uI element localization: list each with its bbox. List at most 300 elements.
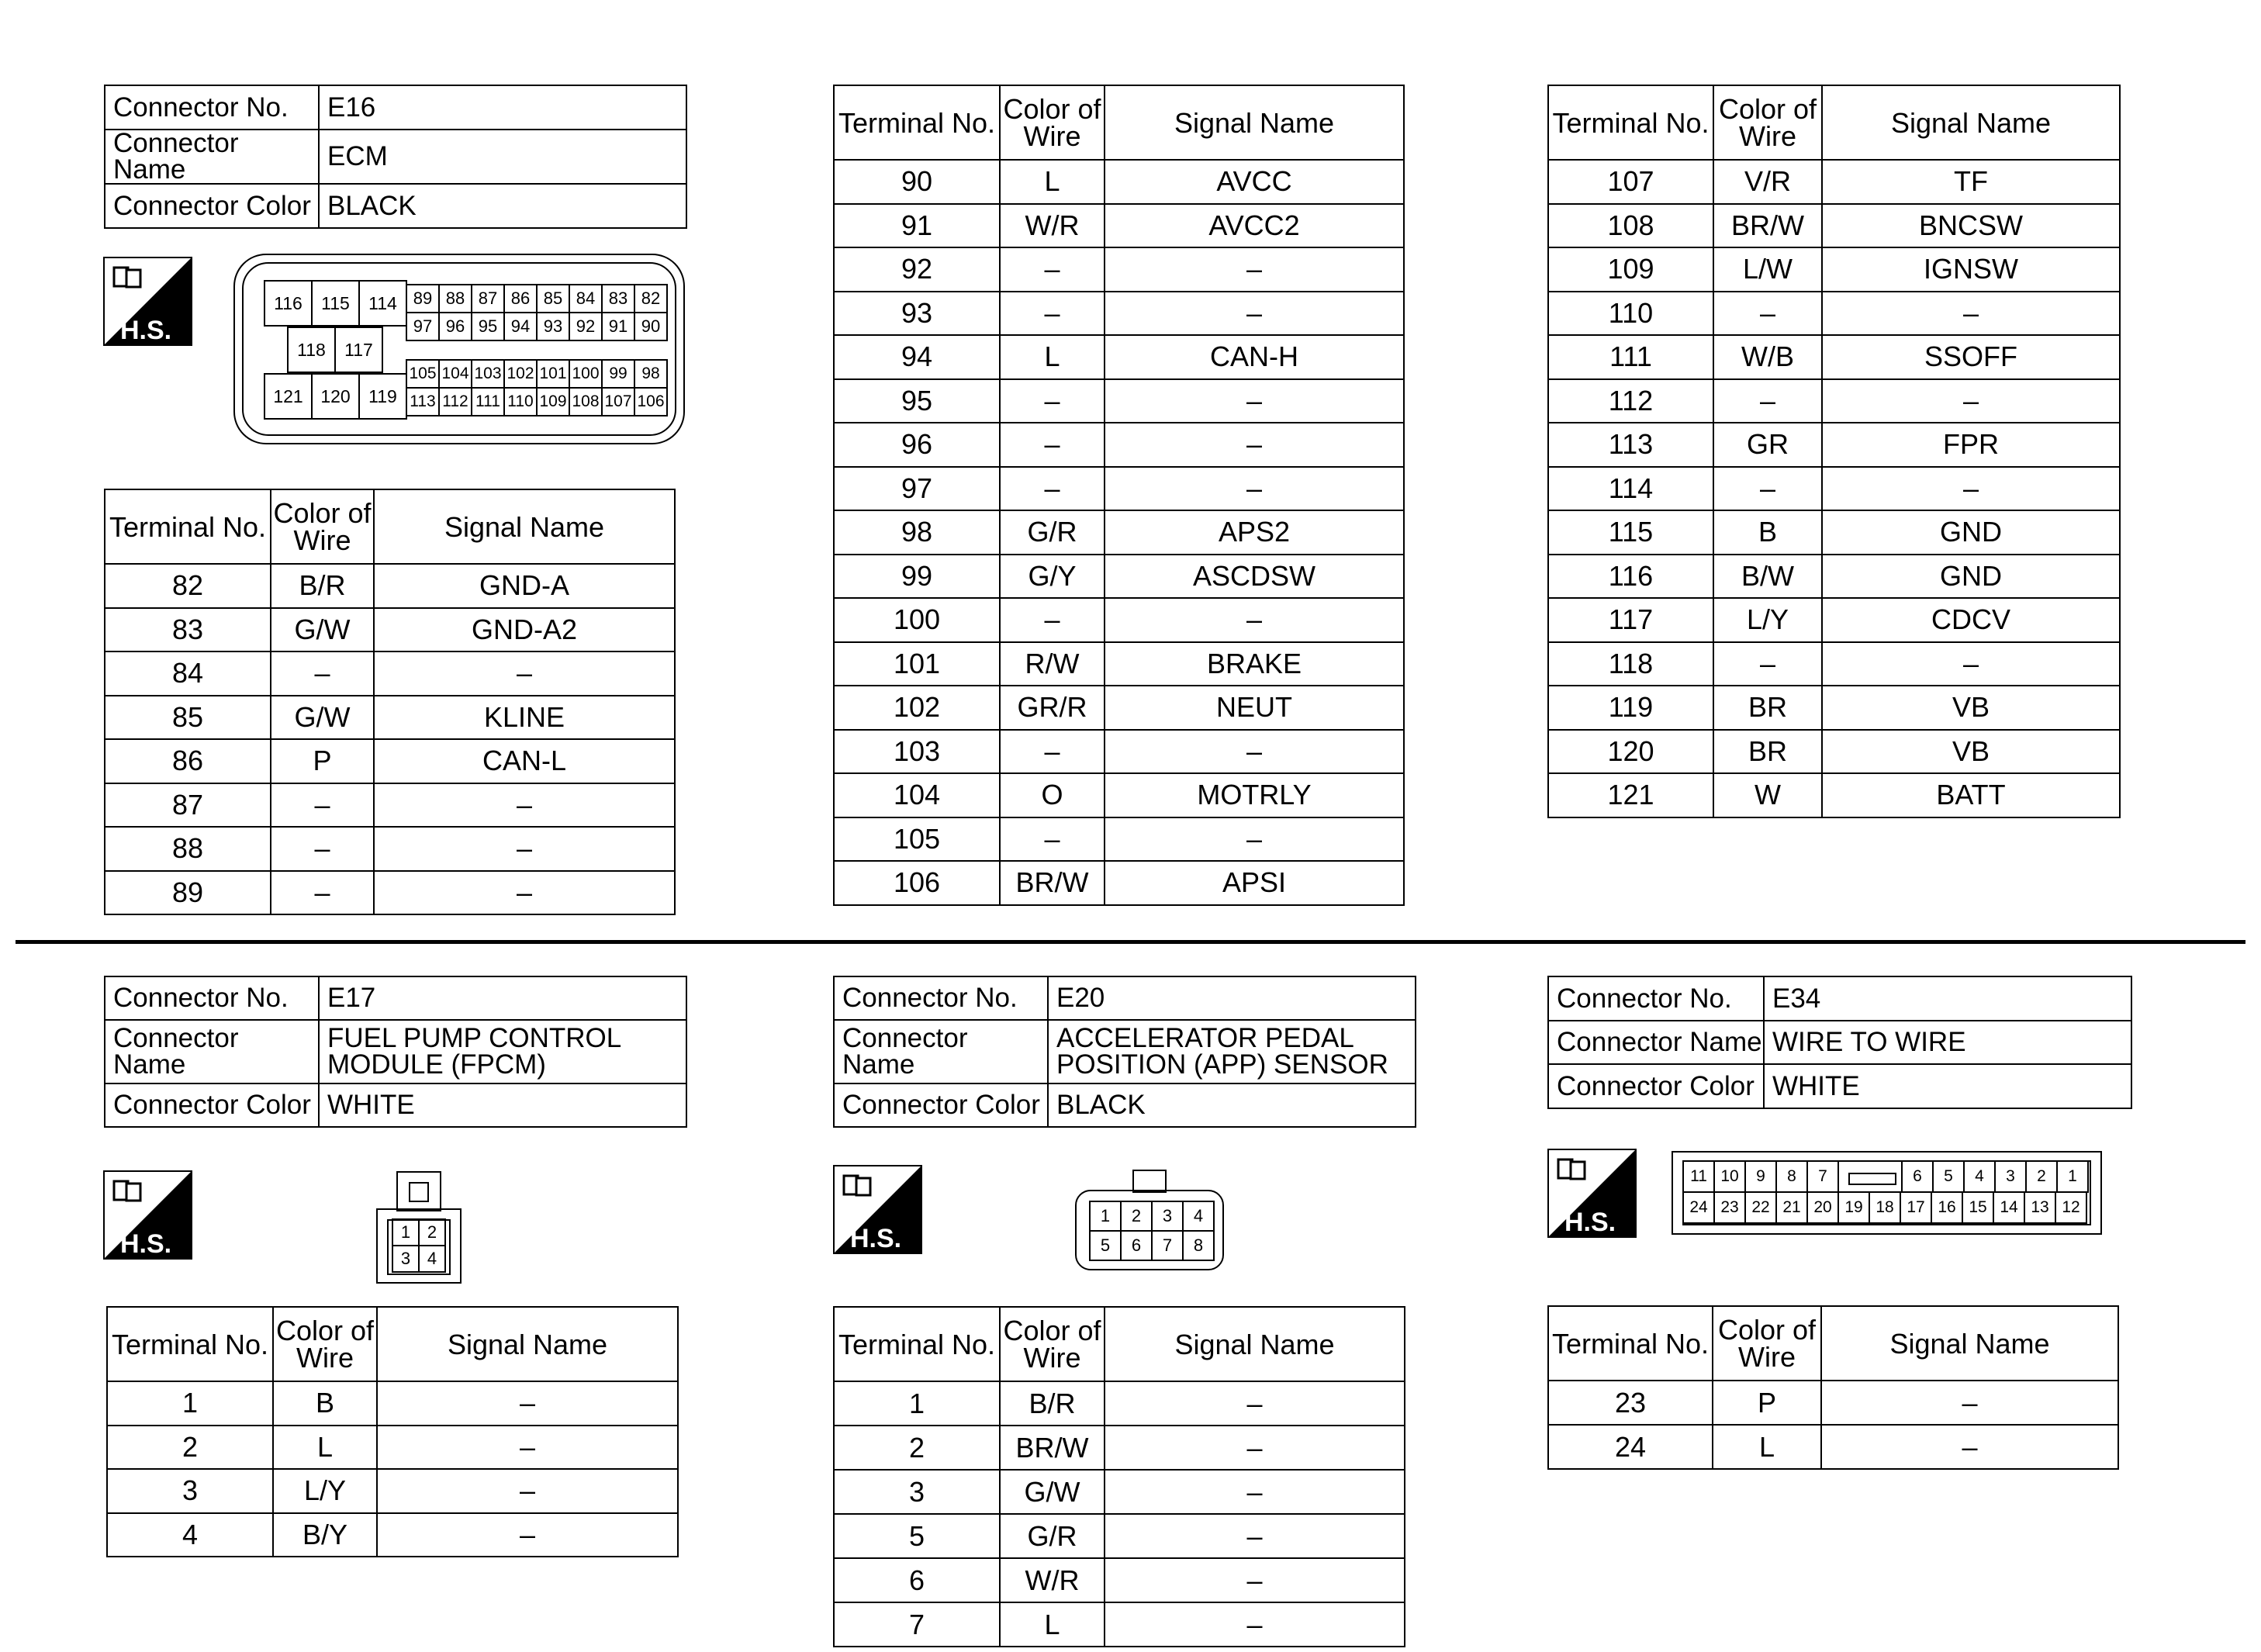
- connector-color-value: BLACK: [319, 184, 686, 228]
- e16-connector-info: [104, 85, 687, 229]
- signal-name-cell: GND: [1822, 510, 2120, 555]
- wire-color-cell: –: [1000, 467, 1105, 511]
- pin-cell: 3: [1151, 1201, 1184, 1232]
- pin-cell: 15: [1962, 1191, 1994, 1224]
- signal-name-cell: –: [1105, 817, 1404, 862]
- signal-name-cell: AVCC: [1105, 160, 1404, 204]
- wire-color-cell: B/W: [1713, 555, 1822, 599]
- wire-color-cell: –: [1000, 292, 1105, 336]
- connector-color-label: Connector Color: [105, 184, 319, 228]
- pin-cell: 115: [311, 280, 360, 327]
- table-row: [1548, 730, 2120, 774]
- e17-connector-info: [104, 976, 687, 1128]
- terminal-no-cell: 3: [834, 1470, 1000, 1514]
- signal-name-cell: CAN-L: [374, 739, 675, 783]
- connector-color-label: Connector Color: [105, 1083, 319, 1127]
- wire-color-cell: –: [1000, 379, 1105, 423]
- table-row: [105, 651, 675, 696]
- signal-name-cell: –: [1105, 379, 1404, 423]
- connector-no-label: Connector No.: [105, 976, 319, 1020]
- terminal-no-cell: 113: [1548, 423, 1713, 467]
- wire-color-cell: L: [273, 1426, 377, 1470]
- pin-cell: 2: [418, 1218, 446, 1246]
- wire-color-cell: –: [1713, 292, 1822, 336]
- table-row: [834, 204, 1404, 248]
- connector-no-value: E16: [319, 85, 686, 130]
- wire-color-cell: –: [271, 827, 374, 871]
- table-row: [834, 686, 1404, 730]
- table-row: [834, 335, 1404, 379]
- pin-cell: 92: [569, 312, 603, 341]
- pin-cell: 100: [569, 359, 603, 389]
- signal-name-cell: –: [1105, 1426, 1405, 1470]
- pin-cell: 116: [264, 280, 313, 327]
- table-row: [834, 773, 1404, 817]
- signal-name-cell: –: [1105, 1602, 1405, 1647]
- terminal-no-cell: 107: [1548, 160, 1713, 204]
- table-row: [105, 871, 675, 915]
- table-row: [834, 642, 1404, 686]
- pin-cell: 101: [536, 359, 570, 389]
- pin-cell: 103: [471, 359, 505, 389]
- signal-name-cell: ASCDSW: [1105, 555, 1404, 599]
- signal-name-header: Signal Name: [374, 489, 675, 564]
- signal-name-cell: AVCC2: [1105, 204, 1404, 248]
- color-of-wire-header: Color of Wire: [271, 489, 374, 564]
- pin-cell: 88: [438, 284, 472, 313]
- color-of-wire-header: Color of Wire: [1713, 85, 1822, 160]
- wire-color-cell: –: [1000, 598, 1105, 642]
- pin-cell: 4: [1182, 1201, 1215, 1232]
- wire-color-cell: –: [271, 651, 374, 696]
- table-row: [834, 1426, 1405, 1470]
- signal-name-cell: BATT: [1822, 773, 2120, 817]
- pin-cell: 108: [569, 387, 603, 416]
- hs-icon: [1547, 1149, 1637, 1238]
- pin-cell: 94: [503, 312, 538, 341]
- table-row: [107, 1469, 678, 1513]
- pin-cell: 3: [1994, 1160, 2027, 1193]
- terminal-no-cell: 97: [834, 467, 1000, 511]
- pin-cell: 9: [1744, 1160, 1777, 1193]
- signal-name-cell: CAN-H: [1105, 335, 1404, 379]
- table-row: [107, 1426, 678, 1470]
- table-row: [1548, 642, 2120, 686]
- terminal-no-cell: 82: [105, 564, 271, 608]
- pin-cell: 17: [1900, 1191, 1932, 1224]
- connector-name-label: Connector Name: [105, 130, 319, 184]
- wire-color-cell: G/W: [1000, 1470, 1105, 1514]
- signal-name-cell: –: [1821, 1381, 2118, 1425]
- wire-color-cell: L/W: [1713, 247, 1822, 292]
- terminal-no-cell: 109: [1548, 247, 1713, 292]
- wire-color-cell: BR: [1713, 686, 1822, 730]
- table-row: [834, 247, 1404, 292]
- table-row: [834, 861, 1404, 905]
- table-row: [834, 1514, 1405, 1558]
- table-row: [1548, 423, 2120, 467]
- signal-name-cell: –: [1105, 1470, 1405, 1514]
- signal-name-cell: –: [1105, 1381, 1405, 1426]
- pin-cell: 117: [334, 327, 383, 373]
- table-row: [1548, 510, 2120, 555]
- terminal-no-cell: 83: [105, 608, 271, 652]
- connector-name-label: Connector Name: [1548, 1021, 1764, 1064]
- table-row: [834, 379, 1404, 423]
- pin-cell: 110: [503, 387, 538, 416]
- terminal-no-cell: 100: [834, 598, 1000, 642]
- terminal-no-cell: 5: [834, 1514, 1000, 1558]
- terminal-no-cell: 4: [107, 1513, 273, 1557]
- signal-name-cell: –: [1822, 467, 2120, 511]
- wire-color-cell: B/R: [1000, 1381, 1105, 1426]
- terminal-no-header: Terminal No.: [1548, 85, 1713, 160]
- table-row: [105, 827, 675, 871]
- table-row: [834, 1381, 1405, 1426]
- e16-terminal-table-c: [1547, 85, 2121, 818]
- pin-cell: 99: [601, 359, 635, 389]
- pin-cell: 2: [2025, 1160, 2058, 1193]
- pin-cell: 112: [438, 387, 472, 416]
- connector-name-label: Connector Name: [834, 1020, 1048, 1083]
- terminal-no-cell: 89: [105, 871, 271, 915]
- hs-icon: [103, 257, 192, 346]
- signal-name-header: Signal Name: [1821, 1306, 2118, 1381]
- pin-cell: 109: [536, 387, 570, 416]
- pin-cell: 91: [601, 312, 635, 341]
- connector-color-value: WHITE: [1764, 1064, 2131, 1108]
- table-row: [105, 564, 675, 608]
- hs-icon: [103, 1170, 192, 1260]
- pin-cell: 7: [1806, 1160, 1839, 1193]
- wire-color-cell: G/W: [271, 696, 374, 740]
- table-row: [1548, 247, 2120, 292]
- table-row: [834, 555, 1404, 599]
- wire-color-cell: GR: [1713, 423, 1822, 467]
- signal-name-cell: –: [374, 651, 675, 696]
- terminal-no-cell: 90: [834, 160, 1000, 204]
- signal-name-cell: –: [1105, 1558, 1405, 1602]
- wire-color-cell: B: [273, 1381, 377, 1426]
- signal-name-cell: KLINE: [374, 696, 675, 740]
- signal-name-cell: –: [374, 871, 675, 915]
- pin-cell: 22: [1744, 1191, 1777, 1224]
- table-row: [834, 292, 1404, 336]
- signal-name-cell: VB: [1822, 686, 2120, 730]
- pin-cell: 119: [358, 373, 407, 420]
- pin-cell: 5: [1932, 1160, 1965, 1193]
- table-row: [105, 783, 675, 828]
- wire-color-cell: P: [271, 739, 374, 783]
- connector-no-label: Connector No.: [834, 976, 1048, 1020]
- pin-cell: 96: [438, 312, 472, 341]
- pin-cell: 113: [406, 387, 440, 416]
- terminal-no-cell: 96: [834, 423, 1000, 467]
- signal-name-cell: –: [377, 1469, 678, 1513]
- table-row: [107, 1381, 678, 1426]
- terminal-no-header: Terminal No.: [1548, 1306, 1713, 1381]
- wire-color-cell: –: [1713, 642, 1822, 686]
- wire-color-cell: W/R: [1000, 1558, 1105, 1602]
- wire-color-cell: V/R: [1713, 160, 1822, 204]
- pin-cell: 111: [471, 387, 505, 416]
- table-row: [834, 598, 1404, 642]
- pin-cell: 121: [264, 373, 313, 420]
- connector-color-value: WHITE: [319, 1083, 686, 1127]
- pin-cell: 89: [406, 284, 440, 313]
- wire-color-cell: L: [1713, 1425, 1821, 1469]
- wire-color-cell: L/Y: [1713, 598, 1822, 642]
- section-divider: [16, 940, 2245, 944]
- terminal-no-cell: 3: [107, 1469, 273, 1513]
- connector-no-value: E34: [1764, 976, 2131, 1021]
- pin-cell: 6: [1120, 1230, 1153, 1261]
- pin-cell: 82: [634, 284, 668, 313]
- pin-cell: 6: [1901, 1160, 1934, 1193]
- wire-color-cell: GR/R: [1000, 686, 1105, 730]
- wire-color-cell: P: [1713, 1381, 1821, 1425]
- terminal-no-cell: 101: [834, 642, 1000, 686]
- pin-cell: 90: [634, 312, 668, 341]
- signal-name-cell: IGNSW: [1822, 247, 2120, 292]
- pin-cell: 93: [536, 312, 570, 341]
- terminal-no-cell: 24: [1548, 1425, 1713, 1469]
- signal-name-cell: –: [1822, 292, 2120, 336]
- signal-name-cell: GND: [1822, 555, 2120, 599]
- table-row: [1548, 379, 2120, 423]
- table-row: [1548, 555, 2120, 599]
- wire-color-cell: B: [1713, 510, 1822, 555]
- wire-color-cell: L: [1000, 1602, 1105, 1647]
- wire-color-cell: –: [1713, 467, 1822, 511]
- wire-color-cell: W: [1713, 773, 1822, 817]
- signal-name-header: Signal Name: [377, 1307, 678, 1381]
- e17-terminal-table: [106, 1306, 679, 1557]
- table-row: [834, 817, 1404, 862]
- connector-name-value: ACCELERATOR PEDAL POSITION (APP) SENSOR: [1048, 1020, 1416, 1083]
- pin-cell: 4: [1963, 1160, 1996, 1193]
- wire-color-cell: –: [1000, 247, 1105, 292]
- pin-cell: 13: [2024, 1191, 2056, 1224]
- pin-cell: 2: [1120, 1201, 1153, 1232]
- terminal-no-cell: 110: [1548, 292, 1713, 336]
- terminal-no-cell: 108: [1548, 204, 1713, 248]
- signal-name-cell: –: [1822, 379, 2120, 423]
- signal-name-cell: –: [374, 827, 675, 871]
- pin-cell: 83: [601, 284, 635, 313]
- terminal-no-cell: 1: [834, 1381, 1000, 1426]
- terminal-no-cell: 111: [1548, 335, 1713, 379]
- e16-terminal-table-a: [104, 489, 676, 915]
- terminal-no-cell: 91: [834, 204, 1000, 248]
- terminal-no-header: Terminal No.: [107, 1307, 273, 1381]
- pin-cell: 85: [536, 284, 570, 313]
- signal-name-cell: BRAKE: [1105, 642, 1404, 686]
- signal-name-cell: –: [1105, 292, 1404, 336]
- svg-text:H.S.: H.S.: [120, 1229, 172, 1259]
- pin-cell: 19: [1837, 1191, 1870, 1224]
- wire-color-cell: –: [1000, 817, 1105, 862]
- terminal-no-cell: 120: [1548, 730, 1713, 774]
- wire-color-cell: B/Y: [273, 1513, 377, 1557]
- signal-name-header: Signal Name: [1105, 85, 1404, 160]
- pin-cell: 114: [358, 280, 407, 327]
- table-row: [1548, 686, 2120, 730]
- signal-name-cell: FPR: [1822, 423, 2120, 467]
- terminal-no-cell: 92: [834, 247, 1000, 292]
- terminal-no-cell: 88: [105, 827, 271, 871]
- terminal-no-cell: 94: [834, 335, 1000, 379]
- table-row: [1548, 467, 2120, 511]
- svg-text:H.S.: H.S.: [120, 316, 172, 345]
- wire-color-cell: BR/W: [1000, 1426, 1105, 1470]
- terminal-no-cell: 99: [834, 555, 1000, 599]
- terminal-no-cell: 23: [1548, 1381, 1713, 1425]
- signal-name-cell: –: [1822, 642, 2120, 686]
- pin-cell: 120: [311, 373, 360, 420]
- signal-name-cell: SSOFF: [1822, 335, 2120, 379]
- terminal-no-cell: 98: [834, 510, 1000, 555]
- wire-color-cell: R/W: [1000, 642, 1105, 686]
- pin-cell: 106: [634, 387, 668, 416]
- terminal-no-cell: 103: [834, 730, 1000, 774]
- wire-color-cell: L/Y: [273, 1469, 377, 1513]
- pin-cell: 8: [1182, 1230, 1215, 1261]
- wire-color-cell: G/Y: [1000, 555, 1105, 599]
- table-row: [105, 696, 675, 740]
- terminal-no-cell: 115: [1548, 510, 1713, 555]
- terminal-no-header: Terminal No.: [834, 85, 1000, 160]
- table-row: [1548, 292, 2120, 336]
- table-row: [1548, 335, 2120, 379]
- terminal-no-cell: 121: [1548, 773, 1713, 817]
- table-row: [834, 1602, 1405, 1647]
- connector-no-value: E17: [319, 976, 686, 1020]
- table-row: [1548, 204, 2120, 248]
- pin-cell: 107: [601, 387, 635, 416]
- signal-name-cell: GND-A2: [374, 608, 675, 652]
- table-row: [1548, 1425, 2118, 1469]
- pin-cell: 7: [1151, 1230, 1184, 1261]
- terminal-no-cell: 2: [107, 1426, 273, 1470]
- color-of-wire-header: Color of Wire: [1000, 85, 1105, 160]
- terminal-no-cell: 104: [834, 773, 1000, 817]
- pin-cell: 24: [1682, 1191, 1715, 1224]
- table-row: [107, 1513, 678, 1557]
- connector-name-label: Connector Name: [105, 1020, 319, 1083]
- terminal-no-cell: 6: [834, 1558, 1000, 1602]
- table-row: [1548, 773, 2120, 817]
- e34-connector-info: [1547, 976, 2132, 1109]
- wire-color-cell: –: [1000, 423, 1105, 467]
- connector-no-label: Connector No.: [105, 85, 319, 130]
- terminal-no-cell: 86: [105, 739, 271, 783]
- connector-color-label: Connector Color: [1548, 1064, 1764, 1108]
- terminal-no-cell: 119: [1548, 686, 1713, 730]
- wire-color-cell: W/B: [1713, 335, 1822, 379]
- color-of-wire-header: Color of Wire: [1713, 1306, 1821, 1381]
- pin-cell: 95: [471, 312, 505, 341]
- pin-cell: 84: [569, 284, 603, 313]
- table-row: [834, 510, 1404, 555]
- table-row: [834, 1558, 1405, 1602]
- pin-cell: 86: [503, 284, 538, 313]
- table-row: [1548, 598, 2120, 642]
- signal-name-cell: TF: [1822, 160, 2120, 204]
- terminal-no-header: Terminal No.: [834, 1307, 1000, 1381]
- table-row: [834, 1470, 1405, 1514]
- e20-connector-info: [833, 976, 1416, 1128]
- signal-name-cell: CDCV: [1822, 598, 2120, 642]
- wire-color-cell: B/R: [271, 564, 374, 608]
- signal-name-cell: –: [1105, 467, 1404, 511]
- pin-cell: 23: [1713, 1191, 1746, 1224]
- table-row: [834, 423, 1404, 467]
- wire-color-cell: BR: [1713, 730, 1822, 774]
- signal-name-cell: APS2: [1105, 510, 1404, 555]
- wire-color-cell: L: [1000, 160, 1105, 204]
- signal-name-cell: VB: [1822, 730, 2120, 774]
- svg-text:H.S.: H.S.: [850, 1224, 902, 1253]
- connector-color-value: BLACK: [1048, 1083, 1416, 1127]
- wire-color-cell: –: [1713, 379, 1822, 423]
- pin-cell: 8: [1775, 1160, 1808, 1193]
- pin-cell: 4: [418, 1245, 446, 1273]
- terminal-no-cell: 105: [834, 817, 1000, 862]
- signal-name-cell: GND-A: [374, 564, 675, 608]
- connector-name-value: FUEL PUMP CONTROL MODULE (FPCM): [319, 1020, 686, 1083]
- signal-name-header: Signal Name: [1105, 1307, 1405, 1381]
- signal-name-cell: –: [377, 1513, 678, 1557]
- pin-cell: 102: [503, 359, 538, 389]
- table-row: [834, 160, 1404, 204]
- terminal-no-cell: 84: [105, 651, 271, 696]
- table-row: [834, 467, 1404, 511]
- signal-name-cell: –: [377, 1381, 678, 1426]
- signal-name-cell: –: [1105, 730, 1404, 774]
- pin-cell: 14: [1993, 1191, 2025, 1224]
- pin-cell: 1: [392, 1218, 420, 1246]
- terminal-no-cell: 118: [1548, 642, 1713, 686]
- signal-name-cell: –: [1105, 598, 1404, 642]
- pin-cell: 10: [1713, 1160, 1746, 1193]
- terminal-no-cell: 95: [834, 379, 1000, 423]
- pin-cell: 3: [392, 1245, 420, 1273]
- pin-cell: 20: [1806, 1191, 1839, 1224]
- connector-name-value: ECM: [319, 130, 686, 184]
- terminal-no-cell: 106: [834, 861, 1000, 905]
- terminal-no-cell: 85: [105, 696, 271, 740]
- color-of-wire-header: Color of Wire: [273, 1307, 377, 1381]
- e34-terminal-table: [1547, 1305, 2119, 1470]
- wire-color-cell: –: [271, 783, 374, 828]
- e20-terminal-table: [833, 1306, 1405, 1647]
- signal-name-cell: NEUT: [1105, 686, 1404, 730]
- svg-text:H.S.: H.S.: [1564, 1208, 1616, 1237]
- terminal-no-cell: 102: [834, 686, 1000, 730]
- signal-name-cell: –: [1105, 247, 1404, 292]
- pin-cell: 118: [287, 327, 336, 373]
- terminal-no-cell: 1: [107, 1381, 273, 1426]
- signal-name-cell: BNCSW: [1822, 204, 2120, 248]
- e16-terminal-table-b: [833, 85, 1405, 906]
- signal-name-cell: MOTRLY: [1105, 773, 1404, 817]
- hs-icon: [833, 1165, 922, 1254]
- wire-color-cell: BR/W: [1000, 861, 1105, 905]
- table-row: [1548, 1381, 2118, 1425]
- table-row: [1548, 160, 2120, 204]
- terminal-no-cell: 87: [105, 783, 271, 828]
